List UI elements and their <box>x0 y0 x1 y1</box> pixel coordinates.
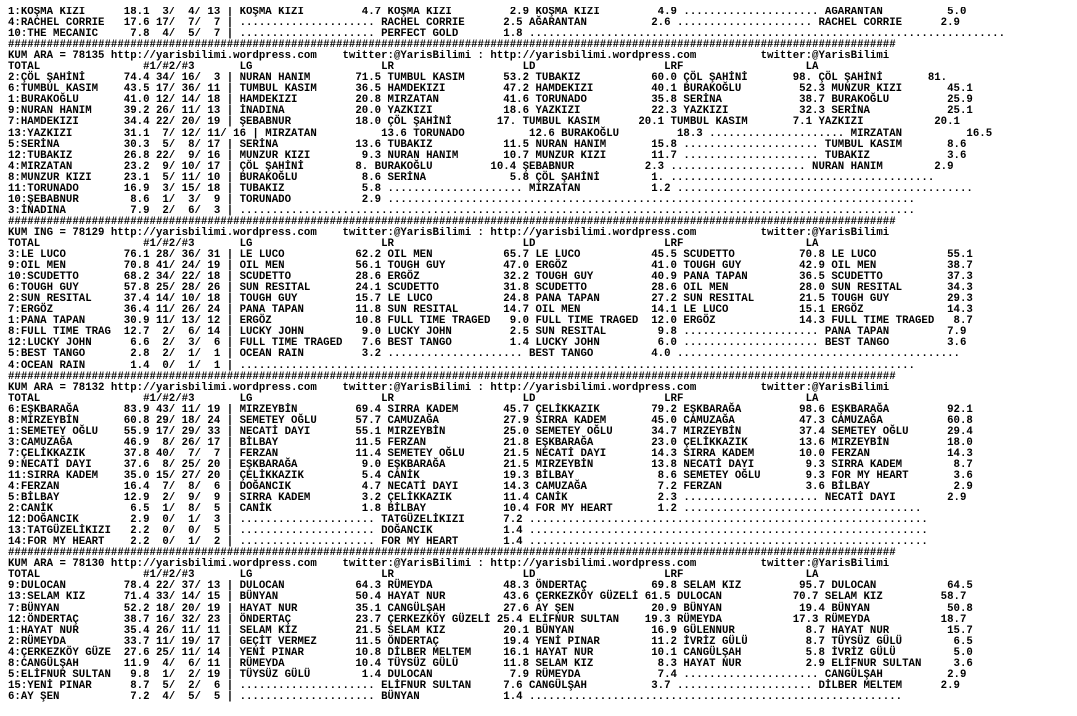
horse-row-line: 12:LUCKY JOHN 6.6 2/ 3/ 6 | FULL TIME TRAGED 7.6 BEST TANGO 1.4 LUCKY JOHN 6.0 ..................... BEST TANGO 3.6 <box>8 337 967 350</box>
horse-row-line: 4:MIRZATAN 23.2 9/ 10/ 17 | ÇÖL ŞAHİNİ 8. BURAKOĞLU 10.4 ŞEBABNUR 2.3 ..................... NURAN HANIM 2.9 <box>8 160 954 173</box>
horse-row-line: 6:EŞKBARAĞA 83.9 43/ 11/ 19 | MIRZEYBİN 69.4 SIRRA KADEM 45.7 ÇELİKKAZIK 79.2 EŞKBARAĞA 98.6 EŞKBARAĞA 92.1 <box>8 403 973 416</box>
horse-row-line: 7:ERGÖZ 36.4 11/ 26/ 24 | PANA TAPAN 11.8 SUN RESITAL 14.7 OIL MEN 14.1 LE LUCO 15.1 ERGÖZ 14.3 <box>8 304 973 317</box>
horse-row-line: 1:KOŞMA KIZI 18.1 3/ 4/ 13 | KOŞMA KIZI 4.7 KOŞMA KIZI 2.9 KOŞMA KIZI 4.9 ..................... AĞARANTAN 5.0 <box>8 7 967 18</box>
horse-row-line: 10:THE MECANIC 7.8 4/ 5/ 7 | ..................... PERFECT GOLD 1.8 .......................................................................... <box>8 28 1006 41</box>
horse-row-line: 9:OIL MEN 70.8 41/ 24/ 19 | OIL MEN 56.1 TOUGH GUY 47.0 ERGÖZ 41.0 TOUGH GUY 42.9 OIL MEN 38.7 <box>8 260 973 273</box>
separator-line: ########################################################################################################################################## <box>8 370 896 383</box>
horse-row-line: 6:TUMBUL KASIM 43.5 17/ 36/ 11 | TUMBUL KASIM 36.5 HAMDEKIZI 47.2 HAMDEKIZI 40.1 BURAKOĞLU 52.3 MUNZUR KIZI 45.1 <box>8 83 973 96</box>
horse-row-line: 4:FERZAN 16.4 7/ 8/ 6 | DOĞANCIK 4.7 NECATİ DAYI 14.3 CAMUZAĞA 7.2 FERZAN 3.6 BİLBAY 2.9 <box>8 481 973 494</box>
horse-row-line: 10:SCUDETTO 68.2 34/ 22/ 18 | SCUDETTO 28.6 ERGÖZ 32.2 TOUGH GUY 40.9 PANA TAPAN 36.5 SCUDETTO 37.3 <box>8 271 973 284</box>
horse-row-line: 5:BEST TANGO 2.8 2/ 1/ 1 | OCEAN RAIN 3.2 ..................... BEST TANGO 4.0 ............................................ <box>8 348 960 361</box>
horse-row-line: 12:DOĞANCIK 2.9 0/ 1/ 3 | ..................... TATGÜZELİKIZI 7.2 .............................................................. <box>8 514 928 527</box>
horse-row-line: 15:YENİ PINAR 8.7 5/ 2/ 6 | ..................... ELİFNUR SULTAN 7.6 CANGÜLŞAH 3.7 ..................... DİLBER MELTEM 2.9 <box>8 679 960 692</box>
column-header-line: TOTAL #1/#2/#3 LG LR LD LRF LA <box>8 392 819 405</box>
horse-row-line: 13:SELAM KIZ 71.4 33/ 14/ 15 | BÜNYAN 50.4 HAYAT NUR 43.6 ÇERKEZKÖY GÜZELİ 61.5 DULOCAN 70.7 SELAM KIZ 58.7 <box>8 591 967 604</box>
horse-row-line: 6:TOUGH GUY 57.8 25/ 28/ 26 | SUN RESITAL 24.1 SCUDETTO 31.8 SCUDETTO 28.6 OIL MEN 28.0 SUN RESITAL 34.3 <box>8 282 973 295</box>
horse-row-line: 3:CAMUZAĞA 46.9 8/ 26/ 17 | BİLBAY 11.5 FERZAN 21.8 EŞKBARAĞA 23.0 ÇELİKKAZIK 13.6 MIRZEYBİN 18.0 <box>8 436 973 449</box>
horse-row-line: 2:SUN RESITAL 37.4 14/ 10/ 18 | TOUGH GUY 15.7 LE LUCO 24.8 PANA TAPAN 27.2 SUN RESITAL 21.5 TOUGH GUY 29.3 <box>8 293 973 306</box>
horse-row-line: 9:DULOCAN 78.4 22/ 37/ 13 | DULOCAN 64.3 RÜMEYDA 48.3 ÖNDERTAÇ 69.8 SELAM KIZ 95.7 DULOCAN 64.5 <box>8 580 973 593</box>
horse-row-line: 7:ÇELİKKAZIK 37.8 40/ 7/ 7 | FERZAN 11.4 SEMETEY OĞLU 21.5 NECATİ DAYI 14.3 SIRRA KADEM 10.0 FERZAN 14.3 <box>8 447 973 460</box>
horse-row-line: 3:LE LUCO 76.1 28/ 36/ 31 | LE LUCO 62.2 OIL MEN 65.7 LE LUCO 45.5 SCUDETTO 70.8 LE LUCO 55.1 <box>8 249 973 262</box>
horse-row-line: 13:TATGÜZELİKIZI 2.2 0/ 0/ 5 | ..................... DOĞANCIK 1.4 .............................................................. <box>8 525 928 538</box>
horse-row-line: 1:PANA TAPAN 30.9 11/ 13/ 12 | ERGÖZ 10.8 FULL TIME TRAGED 9.0 FULL TIME TRAGED 12.0 ERGÖZ 14.3 FULL TIME TRAGED 8.7 <box>8 315 973 328</box>
horse-row-line: 4:ÇERKEZKÖY GÜZE 27.6 25/ 11/ 14 | YENİ PINAR 10.8 DİLBER MELTEM 16.1 HAYAT NUR 10.1 CANGÜLŞAH 5.8 İVRİZ GÜLÜ 5.0 <box>8 646 973 659</box>
horse-row-line: 3:İNADINA 7.9 2/ 6/ 3 | ......................................................................................................... <box>8 204 915 217</box>
horse-row-line: 14:FOR MY HEART 2.2 0/ 1/ 2 | ..................... FOR MY HEART 1.4 .............................................................. <box>8 536 928 549</box>
horse-row-line: 7:BÜNYAN 52.2 18/ 20/ 19 | HAYAT NUR 35.1 CANGÜLŞAH 27.6 AY ŞEN 20.9 BÜNYAN 19.4 BÜNYAN 50.8 <box>8 602 973 615</box>
race-header-line: KUM ARA = 78135 http://yarisbilimi.wordpress.com twitter:@YarisBilimi : http://yarisbilimi.wordpress.com twitter:@YarisBilimi <box>8 50 890 63</box>
horse-row-line: 10:ŞEBABNUR 8.6 1/ 3/ 9 | TORUNADO 2.9 .................................................................................. <box>8 193 915 206</box>
column-header-line: TOTAL #1/#2/#3 LG LR LD LRF LA <box>8 237 819 250</box>
separator-line: ########################################################################################################################################## <box>8 547 896 560</box>
horse-row-line: 6:AY ŞEN 7.2 4/ 5/ 5 | ..................... BÜNYAN 1.4 .......................................................... <box>8 690 903 703</box>
horse-row-line: 9:NURAN HANIM 39.2 26/ 11/ 13 | İNADINA 20.0 YAZKIZI 18.6 YAZKIZI 22.3 YAZKIZI 32.3 SERİNA 25.1 <box>8 105 973 118</box>
horse-row-line: 11:TORUNADO 16.9 3/ 15/ 18 | TUBAKIZ 5.8 ..................... MIRZATAN 1.2 .............................................. <box>8 182 973 195</box>
separator-line: ########################################################################################################################################## <box>8 39 896 52</box>
race-header-line: KUM ING = 78129 http://yarisbilimi.wordpress.com twitter:@YarisBilimi : http://yarisbilimi.wordpress.com twitter:@YarisBilimi <box>8 226 890 239</box>
horse-row-line: 5:SERİNA 30.3 5/ 8/ 17 | SERİNA 13.6 TUBAKIZ 11.5 NURAN HANIM 15.8 ..................... TUMBUL KASIM 8.6 <box>8 138 967 151</box>
horse-row-line: 2:ÇÖL ŞAHİNİ 74.4 34/ 16/ 3 | NURAN HANIM 71.5 TUMBUL KASIM 53.2 TUBAKIZ 60.0 ÇÖL ŞAHİNİ 98. ÇÖL ŞAHİNİ 81. <box>8 72 948 85</box>
horse-row-line: 8:FULL TIME TRAG 12.7 2/ 6/ 14 | LUCKY JOHN 9.0 LUCKY JOHN 2.5 SUN RESITAL 9.8 ..................... PANA TAPAN 7.9 <box>8 326 967 339</box>
column-header-line: TOTAL #1/#2/#3 LG LR LD LRF LA <box>8 61 819 74</box>
separator-line: ########################################################################################################################################## <box>8 215 896 228</box>
race-header-line: KUM ARA = 78130 http://yarisbilimi.wordpress.com twitter:@YarisBilimi : http://yarisbilimi.wordpress.com twitter:@YarisBilimi <box>8 558 890 571</box>
horse-row-line: 1:BURAKOĞLU 41.0 12/ 14/ 18 | HAMDEKIZI 20.8 MIRZATAN 41.6 TORUNADO 35.8 SERİNA 38.7 BURAKOĞLU 25.9 <box>8 94 973 107</box>
horse-row-line: 2:CANİK 6.5 1/ 8/ 5 | CANİK 1.8 BİLBAY 10.4 FOR MY HEART 1.2 ..................................... <box>8 503 922 516</box>
horse-row-line: 1:HAYAT NUR 35.4 26/ 11/ 11 | SELAM KIZ 21.5 SELAM KIZ 20.1 BÜNYAN 16.9 GÜLENNUR 8.7 HAYAT NUR 15.7 <box>8 624 973 637</box>
horse-row-line: 4:RACHEL CORRIE 17.6 17/ 7/ 7 | ..................... RACHEL CORRIE 2.5 AĞARANTAN 2.6 ..................... RACHEL CORRIE 2.9 <box>8 17 960 30</box>
horse-row-line: 13:YAZKIZI 31.1 7/ 12/ 11/ 16 | MIRZATAN 13.6 TORUNADO 12.6 BURAKOĞLU 18.3 ..................... MIRZATAN 16.5 <box>8 127 993 140</box>
horse-row-line: 12:ÖNDERTAÇ 38.7 16/ 32/ 23 | ÖNDERTAÇ 23.7 ÇERKEZKÖY GÜZELİ 25.4 ELİFNUR SULTAN 19.3 RÜMEYDA 17.3 RÜMEYDA 18.7 <box>8 613 967 626</box>
race-results-document <box>8 7 1073 703</box>
horse-row-line: 2:RÜMEYDA 33.7 11/ 19/ 17 | GEÇİT VERMEZ 11.5 ÖNDERTAÇ 19.4 YENİ PINAR 11.2 İVRİZ GÜLÜ 8.7 TÜYSÜZ GÜLÜ 6.5 <box>8 635 973 648</box>
horse-row-line: 1:SEMETEY OĞLU 55.9 17/ 29/ 33 | NECATİ DAYI 55.1 MIRZEYBİN 25.0 SEMETEY OĞLU 34.7 MIRZEYBİN 37.4 SEMETEY OĞLU 29.4 <box>8 425 973 438</box>
horse-row-line: 11:SIRRA KADEM 35.0 15/ 27/ 20 | ÇELİKKAZIK 5.4 CANİK 19.3 BİLBAY 8.6 SEMETEY OĞLU 9.3 FOR MY HEART 3.6 <box>8 469 973 482</box>
horse-row-line: 5:ELİFNUR SULTAN 9.8 1/ 2/ 19 | TÜYSÜZ GÜLÜ 1.4 DULOCAN 7.9 RÜMEYDA 7.4 ..................... CANGÜLŞAH 2.9 <box>8 668 967 681</box>
race-header-line: KUM ARA = 78132 http://yarisbilimi.wordpress.com twitter:@YarisBilimi : http://yarisbilimi.wordpress.com twitter:@YarisBilimi <box>8 381 890 394</box>
horse-row-line: 8:MIRZEYBİN 60.8 29/ 18/ 24 | SEMETEY OĞLU 57.7 CAMUZAĞA 27.9 SIRRA KADEM 45.0 CAMUZAĞA 47.3 CAMUZAĞA 60.8 <box>8 414 973 427</box>
horse-row-line: 9:NECATİ DAYI 37.6 8/ 25/ 20 | EŞKBARAĞA 9.0 EŞKBARAĞA 21.5 MIRZEYBİN 13.8 NECATİ DAYI 9.3 SIRRA KADEM 8.7 <box>8 458 973 471</box>
horse-row-line: 4:OCEAN RAIN 1.4 0/ 1/ 1 | ......................................................................................................... <box>8 359 915 372</box>
horse-row-line: 12:TUBAKIZ 26.8 22/ 9/ 16 | MUNZUR KIZI 9.3 NURAN HANIM 10.7 MUNZUR KIZI 11.7 ..................... TUBAKIZ 3.6 <box>8 149 967 162</box>
horse-row-line: 7:HAMDEKIZI 34.4 22/ 20/ 19 | ŞEBABNUR 18.0 ÇÖL ŞAHİNİ 17. TUMBUL KASIM 20.1 TUMBUL KASIM 7.1 YAZKIZI 20.1 <box>8 116 960 129</box>
column-header-line: TOTAL #1/#2/#3 LG LR LD LRF LA <box>8 569 819 582</box>
horse-row-line: 8:MUNZUR KIZI 23.1 5/ 11/ 10 | BURAKOĞLU 8.6 SERİNA 5.8 ÇÖL ŞAHİNİ 1. ......................................... <box>8 171 935 184</box>
horse-row-line: 5:BİLBAY 12.9 2/ 9/ 9 | SIRRA KADEM 3.2 ÇELİKKAZIK 11.4 CANİK 2.3 ..................... NECATİ DAYI 2.9 <box>8 492 967 505</box>
horse-row-line: 8:CANGÜLŞAH 11.9 4/ 6/ 11 | RÜMEYDA 10.4 TÜYSÜZ GÜLÜ 11.8 SELAM KIZ 8.3 HAYAT NUR 2.9 ELİFNUR SULTAN 3.6 <box>8 657 973 670</box>
